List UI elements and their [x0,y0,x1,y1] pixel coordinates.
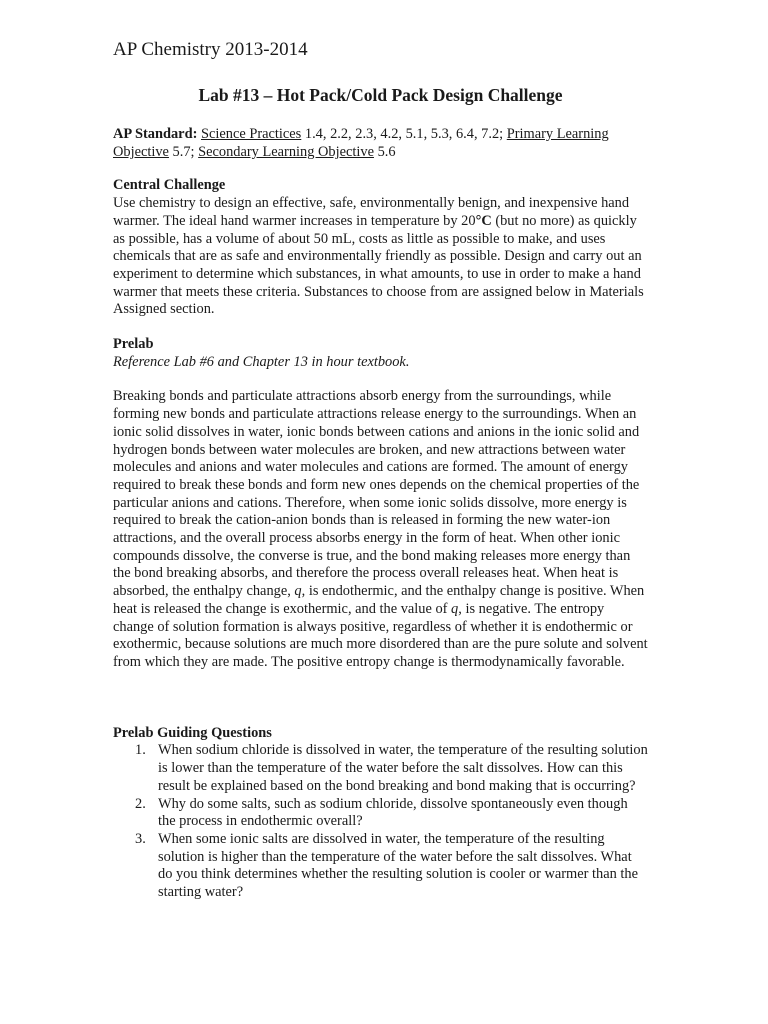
ap-standard-label: AP Standard: [113,126,198,142]
science-practices-label: Science Practices [200,126,302,142]
central-challenge-text-a: Use chemistry to design an effective, safe, environmentally benign, and inexpensive hand warmer. The ideal hand warmer increases in temperature by 20 [113,195,630,229]
question-text: When sodium chloride is dissolved in water, the temperature of the resulting solution is lower than the temperature of the water before the salt dissolves. How can this result be explained based on the bond breaking and bond making that is occurring? [158,742,648,794]
prelab-body-part-3: , is negative. The entropy change of solution formation is always positive, regardless of whether it is endothermic or exothermic, because solutions are much more disordered than are the pure solute and solvent from which they are made. The positive entropy change is thermodynamically favorable. [113,600,648,670]
secondary-objective-value: 5.6 [373,143,396,160]
question-text: Why do some salts, such as sodium chloride, dissolve spontaneously even though the process in endothermic overall? [158,795,628,830]
central-challenge-text-b: (but no more) as quickly as possible, has a volume of about 50 mL, costs as little as possible to make, and uses chemicals that are as safe and environmentally friendly as possible. Design and carry out an experiment to determine which substances, in what amounts, to use in order to make a hand warmer that meets these criteria. Substances to choose from are assigned below in Materials Assigned section. [113,212,644,318]
list-item [113,831,648,902]
central-challenge-text [113,195,648,319]
lab-title: Lab #13 – Hot Pack/Cold Pack Design Challenge [198,85,563,105]
question-number: 2. [135,795,146,812]
guiding-questions-heading: Prelab Guiding Questions [113,724,272,741]
secondary-objective-label: Secondary Learning Objective [198,143,374,160]
q-symbol: q [294,583,302,600]
primary-objective-value: 5.7; [168,143,199,160]
guiding-questions-list [113,742,648,901]
q-symbol: q [451,600,459,617]
ap-standard [113,126,648,161]
list-item [113,796,648,831]
central-challenge-heading: Central Challenge [113,177,226,194]
prelab-body-part-2: , is endothermic, and the enthalpy change is positive. When heat is released the change is exothermic, and the value of [113,583,645,617]
science-practices-values: 1.4, 2.2, 2.3, 4.2, 5.1, 5.3, 6.4, 7.2; [301,126,507,142]
temperature-unit: °C [475,212,492,229]
primary-objective-label: Primary Learning Objective [113,126,609,160]
prelab-body-part-1: Breaking bonds and particulate attractions absorb energy from the surroundings, while forming new bonds and particulate attractions release energy to the surroundings. When an ionic solid dissolves in water, ionic bonds between cations and anions in the ionic solid and hydrogen bonds between water molecules are broken, and new attractions between water molecules and anions and water molecules and cations are formed. The amount of energy required to break these bonds and form new ones depends on the chemical properties of the particular anions and cations. Therefore, when some ionic solids dissolve, more energy is required to break the cation-anion bonds than is released in forming the new water-ion attractions, and the overall process absorbs energy in the form of heat. When other ionic compounds dissolve, the converse is true, and the bond making releases more energy than the bond breaking absorbs, and therefore the process overall releases heat. When heat is absorbed, the enthalpy change, [113,388,640,600]
list-item [113,742,648,795]
prelab-body [113,388,648,671]
question-number: 1. [135,742,146,759]
prelab-reference: Reference Lab #6 and Chapter 13 in hour textbook. [113,353,410,370]
question-number: 3. [135,830,146,847]
prelab-heading: Prelab [113,336,154,353]
course-title: AP Chemistry 2013-2014 [113,39,308,60]
question-text: When some ionic salts are dissolved in water, the temperature of the resulting solution is higher than the temperature of the water before the salt dissolves. What do you think determines whether the resulting solution is cooler or warmer than the starting water? [158,830,638,901]
